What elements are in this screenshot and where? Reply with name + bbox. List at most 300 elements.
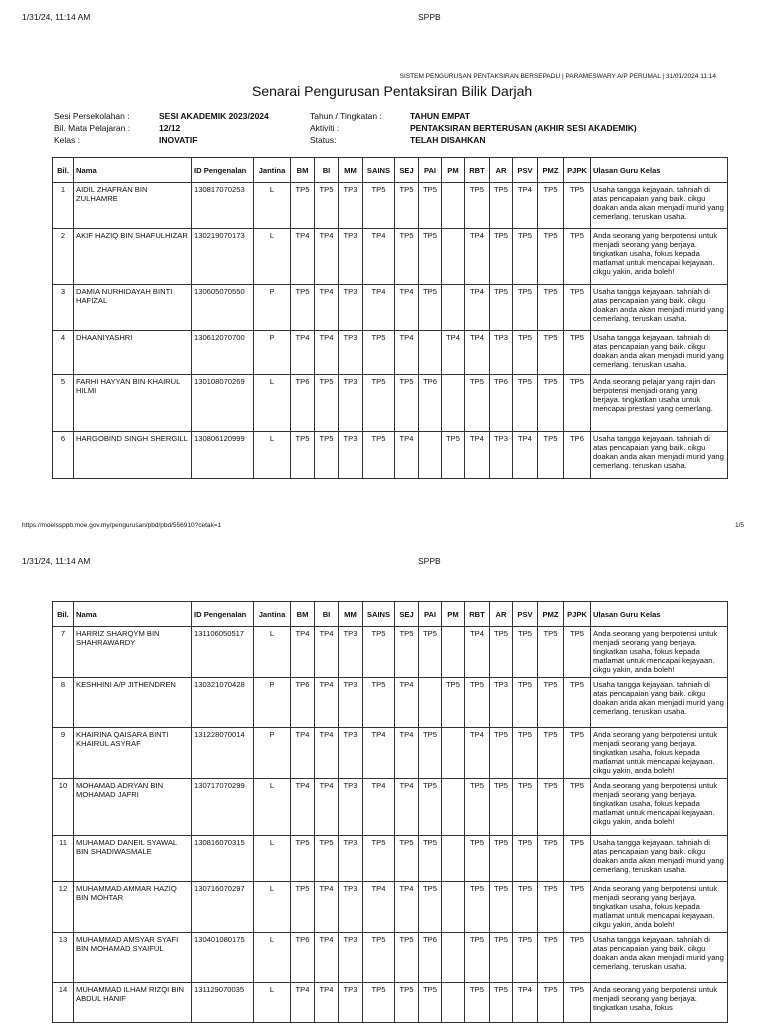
cell-id: 130401080175 (192, 933, 254, 983)
cell-pai: TP6 (419, 933, 442, 983)
cell-jantina: L (254, 375, 291, 432)
cell-sains: TP5 (363, 836, 395, 882)
cell-mm: TP3 (339, 432, 363, 479)
cell-pmz: TP5 (538, 933, 564, 983)
cell-pai: TP5 (419, 183, 442, 229)
cell-bil: 13 (53, 933, 74, 983)
cell-jantina: L (254, 627, 291, 678)
cell-bm: TP6 (291, 678, 315, 728)
cell-sains: TP5 (363, 983, 395, 1023)
cell-sains: TP4 (363, 229, 395, 285)
assessment-table-page2 (52, 601, 728, 1023)
col-header: PJPK (564, 158, 591, 183)
cell-ar: TP3 (490, 678, 513, 728)
cell-sej: TP5 (395, 836, 419, 882)
cell-pai: TP5 (419, 779, 442, 836)
cell-pjpk: TP5 (564, 933, 591, 983)
cell-ulasan: Usaha tangga kejayaan. tahniah di atas pencapaian yang baik. cikgu doakan anda akan menjadi murid yang cemerlang. teruskan usaha. (591, 933, 728, 983)
col-header: PMZ (538, 602, 564, 627)
print-app-name: SPPB (418, 12, 441, 22)
table-row (53, 285, 728, 331)
print-url: https://moelssppb.moe.gov.my/pengurusan/pbd/pbd/556910?cetak=1 (22, 522, 222, 529)
col-header: SAINS (363, 602, 395, 627)
cell-sains: TP5 (363, 678, 395, 728)
cell-id: 130321070428 (192, 678, 254, 728)
cell-bil: 2 (53, 229, 74, 285)
cell-bi: TP4 (315, 882, 339, 933)
cell-pm (442, 933, 465, 983)
cell-bm: TP4 (291, 331, 315, 375)
cell-sej: TP4 (395, 779, 419, 836)
col-header: Ulasan Guru Kelas (591, 158, 728, 183)
table-row (53, 882, 728, 933)
table-row (53, 627, 728, 678)
cell-pm (442, 627, 465, 678)
cell-ulasan: Usaha tangga kejayaan. tahniah di atas pencapaian yang baik. cikgu doakan anda akan menjadi murid yang cemerlang. teruskan usaha. (591, 285, 728, 331)
cell-mm: TP3 (339, 728, 363, 779)
table-header-row (53, 158, 728, 183)
cell-pai: TP5 (419, 983, 442, 1023)
cell-id: 131106050517 (192, 627, 254, 678)
cell-bil: 12 (53, 882, 74, 933)
col-header: AR (490, 602, 513, 627)
cell-nama: KESHHINI A/P JITHENDREN (74, 678, 192, 728)
cell-pm: TP5 (442, 432, 465, 479)
cell-jantina: L (254, 933, 291, 983)
cell-bil: 9 (53, 728, 74, 779)
cell-rbt: TP5 (465, 779, 490, 836)
cell-bil: 6 (53, 432, 74, 479)
cell-ar: TP5 (490, 183, 513, 229)
assessment-table-page1 (52, 157, 728, 479)
cell-ulasan: Anda seorang yang berpotensi untuk menjadi seorang yang berjaya. tingkatkan usaha, fokus kepada matlamat untuk mencapai kejayaan. cikgu yakin, anda boleh! (591, 882, 728, 933)
col-header: Bil. (53, 158, 74, 183)
col-header: PMZ (538, 158, 564, 183)
cell-mm: TP3 (339, 331, 363, 375)
cell-sej: TP4 (395, 882, 419, 933)
cell-bi: TP4 (315, 779, 339, 836)
cell-sains: TP4 (363, 285, 395, 331)
cell-bm: TP4 (291, 229, 315, 285)
cell-bi: TP4 (315, 678, 339, 728)
cell-bi: TP4 (315, 728, 339, 779)
cell-ulasan: Usaha tangga kejayaan. tahniah di atas pencapaian yang baik. cikgu doakan anda akan menjadi murid yang cemerlang. teruskan usaha. (591, 183, 728, 229)
aktiviti-value: PENTAKSIRAN BERTERUSAN (AKHIR SESI AKADEMIK) (410, 123, 637, 133)
cell-rbt: TP5 (465, 183, 490, 229)
cell-bil: 14 (53, 983, 74, 1023)
cell-psv: TP5 (513, 882, 538, 933)
cell-psv: TP5 (513, 678, 538, 728)
cell-pmz: TP5 (538, 229, 564, 285)
col-header: Ulasan Guru Kelas (591, 602, 728, 627)
col-header: SEJ (395, 602, 419, 627)
cell-ulasan: Anda seorang pelajar yang rajin dan berpotensi menjadi orang yang berjaya. tingkatkan usaha untuk mencapai prestasi yang cemerlang. (591, 375, 728, 432)
cell-pm (442, 285, 465, 331)
cell-jantina: P (254, 331, 291, 375)
cell-pm (442, 375, 465, 432)
cell-bm: TP5 (291, 432, 315, 479)
cell-pmz: TP5 (538, 728, 564, 779)
cell-id: 131228070014 (192, 728, 254, 779)
cell-pmz: TP5 (538, 627, 564, 678)
print-datetime: 1/31/24, 11:14 AM (22, 12, 91, 22)
cell-nama: MUHAMMAD AMSYAR SYAFI BIN MOHAMAD SYAIFUL (74, 933, 192, 983)
page-title: Senarai Pengurusan Pentaksiran Bilik Darjah (252, 83, 533, 99)
cell-nama: HARGOBIND SINGH SHERGILL (74, 432, 192, 479)
cell-nama: MUHAMAD DANEIL SYAWAL BIN SHADIWASMALE (74, 836, 192, 882)
cell-ar: TP5 (490, 627, 513, 678)
table-row (53, 183, 728, 229)
cell-ulasan: Usaha tangga kejayaan. tahniah di atas pencapaian yang baik. cikgu doakan anda akan menjadi murid yang cemerlang. teruskan usaha. (591, 678, 728, 728)
cell-pai (419, 678, 442, 728)
cell-pjpk: TP5 (564, 779, 591, 836)
cell-bm: TP4 (291, 779, 315, 836)
table-row (53, 836, 728, 882)
cell-sains: TP4 (363, 779, 395, 836)
cell-jantina: P (254, 728, 291, 779)
cell-sains: TP5 (363, 933, 395, 983)
tahun-value: TAHUN EMPAT (410, 111, 470, 121)
cell-ar: TP5 (490, 882, 513, 933)
kelas-value: INOVATIF (159, 135, 198, 145)
cell-ulasan: Anda seorang yang berpotensi untuk menjadi seorang yang berjaya. tingkatkan usaha, fokus kepada matlamat untuk mencapai kejayaan. cikgu yakin, anda boleh! (591, 728, 728, 779)
col-header: PAI (419, 602, 442, 627)
cell-sej: TP4 (395, 331, 419, 375)
col-header: BM (291, 158, 315, 183)
cell-bm: TP4 (291, 728, 315, 779)
cell-pai: TP6 (419, 375, 442, 432)
table-row (53, 678, 728, 728)
cell-pai: TP5 (419, 728, 442, 779)
cell-pai: TP5 (419, 229, 442, 285)
cell-pai: TP5 (419, 882, 442, 933)
table-row (53, 728, 728, 779)
cell-pjpk: TP5 (564, 229, 591, 285)
col-header: RBT (465, 602, 490, 627)
cell-pm (442, 183, 465, 229)
cell-pjpk: TP5 (564, 728, 591, 779)
cell-ulasan: Anda seorang yang berpotensi untuk menjadi seorang yang berjaya. tingkatkan usaha, fokus kepada matlamat untuk mencapai kejayaan. cikgu yakin, anda boleh! (591, 779, 728, 836)
cell-sej: TP4 (395, 728, 419, 779)
cell-rbt: TP4 (465, 432, 490, 479)
cell-nama: HARRIZ SHARQYM BIN SHAHRAWARDY (74, 627, 192, 678)
cell-pai (419, 331, 442, 375)
col-header: Jantina (254, 158, 291, 183)
cell-ulasan: Anda seorang yang berpotensi untuk menjadi seorang yang berjaya. tingkatkan usaha, fokus kepada matlamat untuk mencapai kejayaan. cikgu yakin, anda boleh! (591, 229, 728, 285)
cell-pm (442, 229, 465, 285)
cell-sains: TP4 (363, 882, 395, 933)
cell-pjpk: TP6 (564, 432, 591, 479)
cell-nama: FARHI HAYYAN BIN KHAIRUL HILMI (74, 375, 192, 432)
cell-rbt: TP4 (465, 627, 490, 678)
cell-pjpk: TP5 (564, 882, 591, 933)
cell-jantina: L (254, 229, 291, 285)
cell-rbt: TP4 (465, 285, 490, 331)
cell-bil: 11 (53, 836, 74, 882)
cell-jantina: P (254, 678, 291, 728)
table-row (53, 331, 728, 375)
cell-pai: TP5 (419, 627, 442, 678)
page-number: 1/5 (734, 522, 744, 529)
cell-ulasan: Usaha tangga kejayaan. tahniah di atas pencapaian yang baik. cikgu doakan anda akan menjadi murid yang cemerlang. teruskan usaha. (591, 432, 728, 479)
status-label: Status: (310, 135, 337, 145)
cell-pmz: TP5 (538, 183, 564, 229)
cell-bi: TP4 (315, 285, 339, 331)
col-header: ID Pengenalan (192, 158, 254, 183)
col-header: Jantina (254, 602, 291, 627)
cell-pmz: TP5 (538, 331, 564, 375)
cell-pm (442, 779, 465, 836)
cell-jantina: L (254, 836, 291, 882)
cell-ulasan: Usaha tangga kejayaan. tahniah di atas pencapaian yang baik. cikgu doakan anda akan menjadi murid yang cemerlang. teruskan usaha. (591, 836, 728, 882)
cell-jantina: L (254, 183, 291, 229)
cell-nama: MOHAMAD ADRYAN BIN MOHAMAD JAFRI (74, 779, 192, 836)
cell-pmz: TP5 (538, 779, 564, 836)
cell-rbt: TP5 (465, 375, 490, 432)
cell-ar: TP5 (490, 933, 513, 983)
cell-nama: MUHAMMAD ILHAM RIZQI BIN ABDUL HANIF (74, 983, 192, 1023)
cell-ar: TP5 (490, 836, 513, 882)
cell-psv: TP5 (513, 779, 538, 836)
kelas-label: Kelas : (54, 135, 80, 145)
cell-pmz: TP5 (538, 678, 564, 728)
cell-sains: TP5 (363, 627, 395, 678)
cell-id: 131129070035 (192, 983, 254, 1023)
table-row (53, 432, 728, 479)
cell-sej: TP5 (395, 627, 419, 678)
cell-nama: DAMIA NURHIDAYAH BINTI HAFIZAL (74, 285, 192, 331)
cell-id: 130817070253 (192, 183, 254, 229)
cell-pjpk: TP5 (564, 627, 591, 678)
table-row (53, 933, 728, 983)
cell-mm: TP3 (339, 627, 363, 678)
cell-sej: TP5 (395, 229, 419, 285)
sesi-label: Sesi Persekolahan : (54, 111, 130, 121)
cell-psv: TP4 (513, 432, 538, 479)
cell-mm: TP3 (339, 882, 363, 933)
cell-sej: TP5 (395, 183, 419, 229)
cell-pmz: TP5 (538, 432, 564, 479)
cell-mm: TP3 (339, 779, 363, 836)
cell-pm (442, 728, 465, 779)
cell-pjpk: TP5 (564, 983, 591, 1023)
cell-sej: TP4 (395, 678, 419, 728)
cell-pjpk: TP5 (564, 331, 591, 375)
col-header: AR (490, 158, 513, 183)
cell-nama: DHAANIYASHRI (74, 331, 192, 375)
cell-rbt: TP4 (465, 728, 490, 779)
print-datetime-page2: 1/31/24, 11:14 AM (22, 556, 91, 566)
table-row (53, 375, 728, 432)
cell-bm: TP6 (291, 933, 315, 983)
cell-nama: MUHAMMAD AMMAR HAZIQ BIN MOHTAR (74, 882, 192, 933)
bil-mata-pelajaran-value: 12/12 (159, 123, 181, 133)
cell-pm (442, 983, 465, 1023)
cell-nama: AKIF HAZIQ BIN SHAFULHIZAR (74, 229, 192, 285)
cell-id: 130612070700 (192, 331, 254, 375)
cell-ar: TP5 (490, 229, 513, 285)
cell-pmz: TP5 (538, 375, 564, 432)
cell-psv: TP5 (513, 375, 538, 432)
col-header: BI (315, 158, 339, 183)
cell-id: 130816070315 (192, 836, 254, 882)
cell-ulasan: Anda seorang yang berpotensi untuk menjadi seorang yang berjaya. tingkatkan usaha, fokus kepada matlamat untuk mencapai kejayaan. cikgu yakin, anda boleh! (591, 627, 728, 678)
table-row (53, 779, 728, 836)
cell-pjpk: TP5 (564, 285, 591, 331)
cell-rbt: TP5 (465, 933, 490, 983)
table-row (53, 983, 728, 1023)
cell-pmz: TP5 (538, 836, 564, 882)
col-header: MM (339, 602, 363, 627)
cell-rbt: TP4 (465, 229, 490, 285)
cell-bm: TP4 (291, 627, 315, 678)
cell-bm: TP5 (291, 836, 315, 882)
cell-bil: 8 (53, 678, 74, 728)
col-header: SAINS (363, 158, 395, 183)
cell-pjpk: TP5 (564, 836, 591, 882)
cell-pai: TP5 (419, 285, 442, 331)
cell-psv: TP5 (513, 285, 538, 331)
cell-jantina: L (254, 882, 291, 933)
cell-mm: TP3 (339, 836, 363, 882)
cell-ar: TP5 (490, 779, 513, 836)
print-app-name-page2: SPPB (418, 556, 441, 566)
cell-id: 130716070297 (192, 882, 254, 933)
cell-sains: TP5 (363, 432, 395, 479)
col-header: BI (315, 602, 339, 627)
cell-psv: TP5 (513, 933, 538, 983)
cell-pai (419, 432, 442, 479)
col-header: ID Pengenalan (192, 602, 254, 627)
cell-mm: TP3 (339, 183, 363, 229)
cell-ar: TP3 (490, 331, 513, 375)
cell-bi: TP5 (315, 183, 339, 229)
cell-pmz: TP5 (538, 882, 564, 933)
cell-sej: TP4 (395, 285, 419, 331)
cell-bm: TP5 (291, 183, 315, 229)
cell-psv: TP5 (513, 836, 538, 882)
col-header: Bil. (53, 602, 74, 627)
cell-ulasan: Anda seorang yang berpotensi untuk menjadi seorang yang berjaya. tingkatkan usaha, fokus (591, 983, 728, 1023)
col-header: PM (442, 158, 465, 183)
cell-psv: TP5 (513, 728, 538, 779)
cell-mm: TP3 (339, 229, 363, 285)
cell-bil: 5 (53, 375, 74, 432)
cell-bil: 7 (53, 627, 74, 678)
cell-mm: TP3 (339, 375, 363, 432)
cell-sej: TP5 (395, 375, 419, 432)
cell-bi: TP4 (315, 933, 339, 983)
cell-mm: TP3 (339, 933, 363, 983)
col-header: BM (291, 602, 315, 627)
cell-psv: TP5 (513, 331, 538, 375)
cell-jantina: P (254, 285, 291, 331)
cell-bil: 4 (53, 331, 74, 375)
cell-bi: TP4 (315, 229, 339, 285)
cell-pmz: TP5 (538, 285, 564, 331)
cell-pmz: TP5 (538, 983, 564, 1023)
cell-sains: TP5 (363, 375, 395, 432)
cell-rbt: TP5 (465, 836, 490, 882)
cell-rbt: TP5 (465, 882, 490, 933)
cell-bi: TP4 (315, 983, 339, 1023)
cell-ar: TP5 (490, 285, 513, 331)
cell-sains: TP4 (363, 728, 395, 779)
col-header: Nama (74, 158, 192, 183)
cell-pjpk: TP5 (564, 183, 591, 229)
cell-rbt: TP5 (465, 983, 490, 1023)
cell-bi: TP4 (315, 331, 339, 375)
cell-mm: TP3 (339, 983, 363, 1023)
col-header: MM (339, 158, 363, 183)
cell-bil: 1 (53, 183, 74, 229)
cell-id: 130717070299 (192, 779, 254, 836)
table-header-row (53, 602, 728, 627)
cell-ulasan: Usaha tangga kejayaan. tahniah di atas pencapaian yang baik. cikgu doakan anda akan menjadi murid yang cemerlang. teruskan usaha. (591, 331, 728, 375)
cell-bm: TP5 (291, 882, 315, 933)
cell-pjpk: TP5 (564, 678, 591, 728)
cell-nama: AIDIL ZHAFRAN BIN ZULHAMRE (74, 183, 192, 229)
col-header: PSV (513, 158, 538, 183)
cell-pm (442, 882, 465, 933)
col-header: SEJ (395, 158, 419, 183)
cell-id: 130605070550 (192, 285, 254, 331)
cell-pai: TP5 (419, 836, 442, 882)
col-header: RBT (465, 158, 490, 183)
cell-bi: TP5 (315, 375, 339, 432)
cell-ar: TP3 (490, 432, 513, 479)
system-info-line: SISTEM PENGURUSAN PENTAKSIRAN BERSEPADU | PARAMESWARY A/P PERUMAL | 31/01/2024 11:14 (399, 73, 716, 80)
cell-bi: TP4 (315, 627, 339, 678)
cell-rbt: TP5 (465, 678, 490, 728)
cell-mm: TP3 (339, 678, 363, 728)
cell-bil: 3 (53, 285, 74, 331)
cell-sains: TP5 (363, 183, 395, 229)
cell-sej: TP5 (395, 933, 419, 983)
cell-id: 130806120999 (192, 432, 254, 479)
cell-jantina: L (254, 779, 291, 836)
cell-sej: TP4 (395, 432, 419, 479)
col-header: PSV (513, 602, 538, 627)
cell-id: 130219070173 (192, 229, 254, 285)
cell-psv: TP4 (513, 183, 538, 229)
cell-bil: 10 (53, 779, 74, 836)
status-value: TELAH DISAHKAN (410, 135, 486, 145)
cell-sej: TP5 (395, 983, 419, 1023)
cell-ar: TP6 (490, 375, 513, 432)
cell-rbt: TP4 (465, 331, 490, 375)
aktiviti-label: Aktiviti : (310, 123, 340, 133)
cell-pjpk: TP5 (564, 375, 591, 432)
cell-ar: TP5 (490, 728, 513, 779)
cell-jantina: L (254, 432, 291, 479)
table-row (53, 229, 728, 285)
cell-sains: TP5 (363, 331, 395, 375)
cell-psv: TP4 (513, 983, 538, 1023)
cell-bm: TP5 (291, 285, 315, 331)
cell-id: 130108070269 (192, 375, 254, 432)
cell-pm: TP5 (442, 678, 465, 728)
cell-psv: TP5 (513, 627, 538, 678)
cell-nama: KHAIRINA QAISARA BINTI KHAIRUL ASYRAF (74, 728, 192, 779)
col-header: PJPK (564, 602, 591, 627)
tahun-label: Tahun / Tingkatan : (310, 111, 382, 121)
cell-bi: TP5 (315, 432, 339, 479)
col-header: Nama (74, 602, 192, 627)
cell-mm: TP3 (339, 285, 363, 331)
cell-ar: TP5 (490, 983, 513, 1023)
cell-bm: TP6 (291, 375, 315, 432)
